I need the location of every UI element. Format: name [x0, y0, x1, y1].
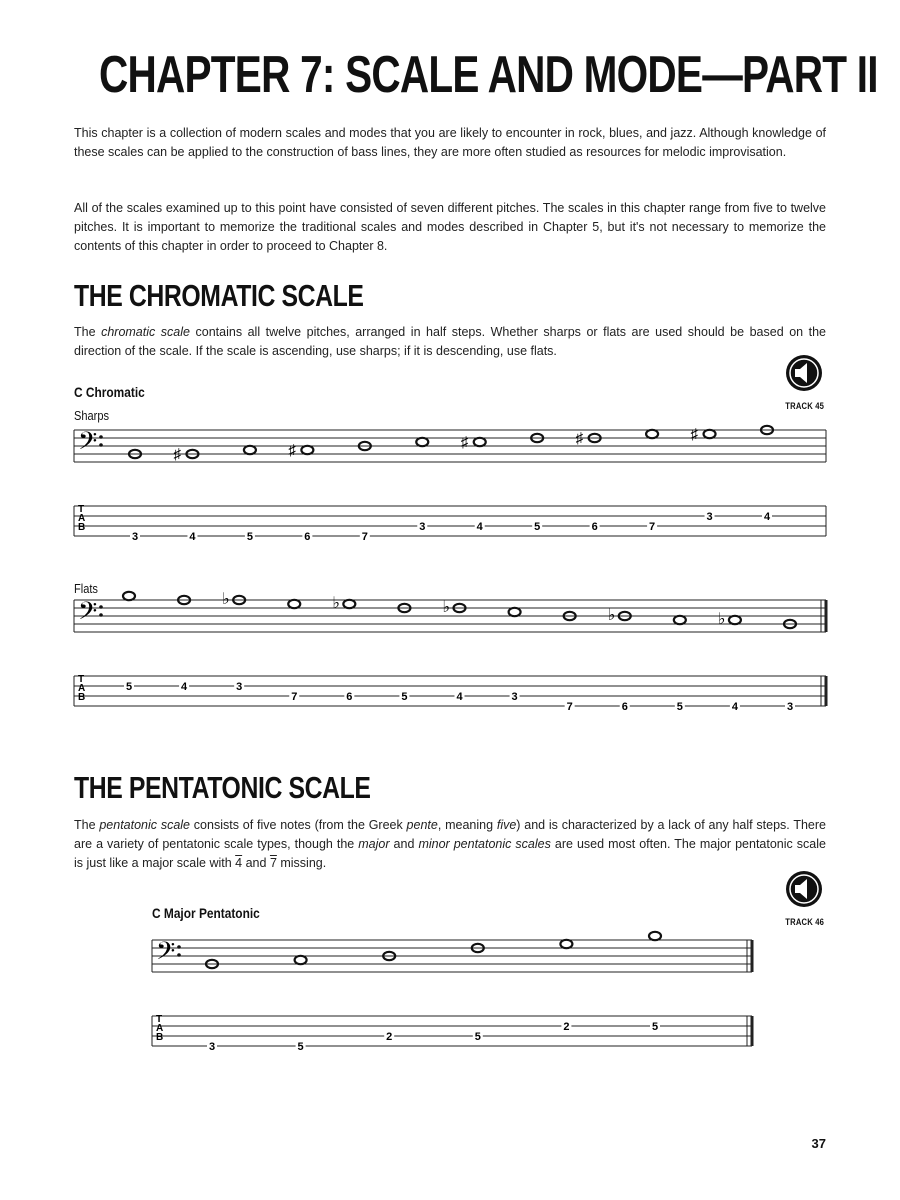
bass-clef-icon: 𝄢: [156, 938, 176, 971]
whole-note: [301, 446, 313, 454]
tab-fret-number: 3: [419, 521, 426, 533]
tab-letter: B: [78, 692, 86, 703]
bass-clef-icon: 𝄢: [78, 428, 98, 461]
tab-letter: B: [78, 522, 86, 533]
tab-fret-number: 7: [361, 531, 368, 543]
bass-clef-icon: 𝄢: [78, 598, 98, 631]
tab-fret-number: 3: [786, 701, 794, 713]
whole-note: [674, 616, 686, 624]
pentatonic-heading: THE PENTATONIC SCALE: [74, 770, 371, 805]
tab-lines: [152, 1016, 752, 1046]
chromatic-sharps-notation: [0, 418, 900, 553]
pentatonic-notation: [0, 928, 900, 1063]
sharp-icon: ♯: [690, 426, 699, 443]
staff-lines: [152, 940, 752, 972]
tab-fret-number: 7: [566, 701, 573, 713]
track-45-audio[interactable]: [782, 354, 826, 411]
flat-icon: ♭: [607, 607, 616, 624]
tab-letter: T: [78, 504, 85, 515]
speaker-icon: [782, 870, 826, 910]
track-45-label: TRACK 45: [785, 401, 825, 411]
tab-fret-number: 4: [731, 701, 738, 713]
flat-icon: ♭: [332, 595, 340, 612]
tab-fret-number: 4: [476, 521, 483, 533]
clef-dot: [99, 435, 103, 439]
tab-letter: T: [78, 674, 85, 685]
c-chromatic-title: C Chromatic: [74, 384, 145, 400]
sharps-label: Sharps: [74, 408, 110, 423]
whole-note: [704, 430, 716, 438]
whole-note: [295, 956, 307, 964]
tab-fret-number: 4: [456, 691, 463, 703]
tab-fret-number: 6: [591, 521, 598, 533]
tab-fret-number: 5: [651, 1021, 659, 1033]
tab-fret-number: 5: [676, 701, 683, 713]
intro-paragraph-1: This chapter is a collection of modern scales and modes that you are likely to encounter in rock, blues, and jazz. Although knowledge of these scales can be applied to the construction of bass lines, they are more often studied as resources for melodic improvisation.: [74, 126, 826, 159]
track-46-label: TRACK 46: [785, 917, 825, 927]
tab-letter: A: [78, 683, 86, 694]
flat-icon: ♭: [717, 611, 726, 628]
tab-fret-number: 7: [291, 691, 298, 703]
sharp-icon: ♯: [173, 446, 181, 463]
tab-fret-number: 2: [563, 1021, 570, 1033]
clef-dot: [99, 443, 103, 447]
tab-fret-number: 6: [304, 531, 311, 543]
tab-fret-number: 3: [511, 691, 518, 703]
tab-fret-number: 3: [131, 531, 139, 543]
tab-fret-number: 6: [621, 701, 628, 713]
tab-fret-number: 4: [189, 531, 196, 543]
chapter-title: CHAPTER 7: SCALE AND MODE—PART II: [99, 46, 878, 104]
track-46-audio[interactable]: [782, 870, 826, 927]
whole-note: [729, 616, 741, 624]
whole-note: [509, 608, 521, 616]
whole-note: [646, 430, 658, 438]
whole-note: [123, 592, 135, 600]
chromatic-flats-notation: [0, 588, 900, 723]
speaker-icon: [782, 354, 826, 394]
flat-icon: ♭: [442, 599, 451, 616]
tab-fret-number: 3: [208, 1041, 216, 1053]
whole-note: [416, 438, 428, 446]
tab-fret-number: 6: [346, 691, 353, 703]
clef-dot: [177, 945, 181, 949]
tab-fret-number: 4: [763, 511, 771, 523]
sharp-icon: ♯: [460, 434, 469, 451]
scale-degree-7: 7: [269, 856, 277, 870]
whole-note: [649, 932, 661, 940]
flats-label: Flats: [74, 581, 98, 596]
pentatonic-paragraph: The pentatonic scale consists of five notes (from the Greek pente, meaning five) and is characterized by a lack of any half steps. There are a variety of pentatonic scale types, though the major and minor pentatonic scales are used most often. The major pentatonic scale is just like a major scale with 4 and 7 missing.: [74, 818, 826, 870]
tab-fret-number: 5: [474, 1031, 481, 1043]
sharp-icon: ♯: [575, 430, 584, 447]
whole-note: [343, 600, 355, 608]
chromatic-paragraph: The chromatic scale contains all twelve pitches, arranged in half steps. Whether sharps or flats are used should be based on the direction of the scale. If the scale is ascending, use sharps; if it is descending, use flats.: [74, 325, 827, 358]
tab-fret-number: 3: [706, 511, 713, 523]
page-number: 37: [811, 1136, 826, 1151]
scale-degree-4: 4: [235, 856, 243, 870]
tab-fret-number: 5: [125, 681, 133, 693]
clef-dot: [177, 953, 181, 957]
whole-note: [474, 438, 486, 446]
tab-fret-number: 5: [297, 1041, 304, 1053]
intro-paragraph-2: All of the scales examined up to this point have consisted of seven different pitches. The scales in this chapter range from five to twelve pitches. It is important to memorize the traditional scales and modes described in Chapter 5, but it's not necessary to memorize the contents of this chapter in order to proceed to Chapter 8.: [74, 201, 826, 253]
flat-icon: ♭: [222, 591, 230, 608]
sharp-icon: ♯: [288, 442, 296, 459]
tab-letter: A: [78, 513, 86, 524]
tab-fret-number: 7: [649, 521, 656, 533]
tab-letter: T: [156, 1014, 163, 1025]
tab-fret-number: 4: [181, 681, 188, 693]
clef-dot: [99, 613, 103, 617]
tab-fret-number: 5: [401, 691, 408, 703]
clef-dot: [99, 605, 103, 609]
chromatic-heading: THE CHROMATIC SCALE: [74, 278, 364, 313]
tab-fret-number: 3: [236, 681, 243, 693]
tab-fret-number: 5: [534, 521, 541, 533]
tab-letter: B: [156, 1032, 164, 1043]
tab-fret-number: 2: [386, 1031, 393, 1043]
c-major-pentatonic-title: C Major Pentatonic: [152, 905, 260, 921]
whole-note: [288, 600, 300, 608]
whole-note: [244, 446, 256, 454]
whole-note: [560, 940, 572, 948]
tab-fret-number: 5: [246, 531, 253, 543]
tab-letter: A: [156, 1023, 164, 1034]
